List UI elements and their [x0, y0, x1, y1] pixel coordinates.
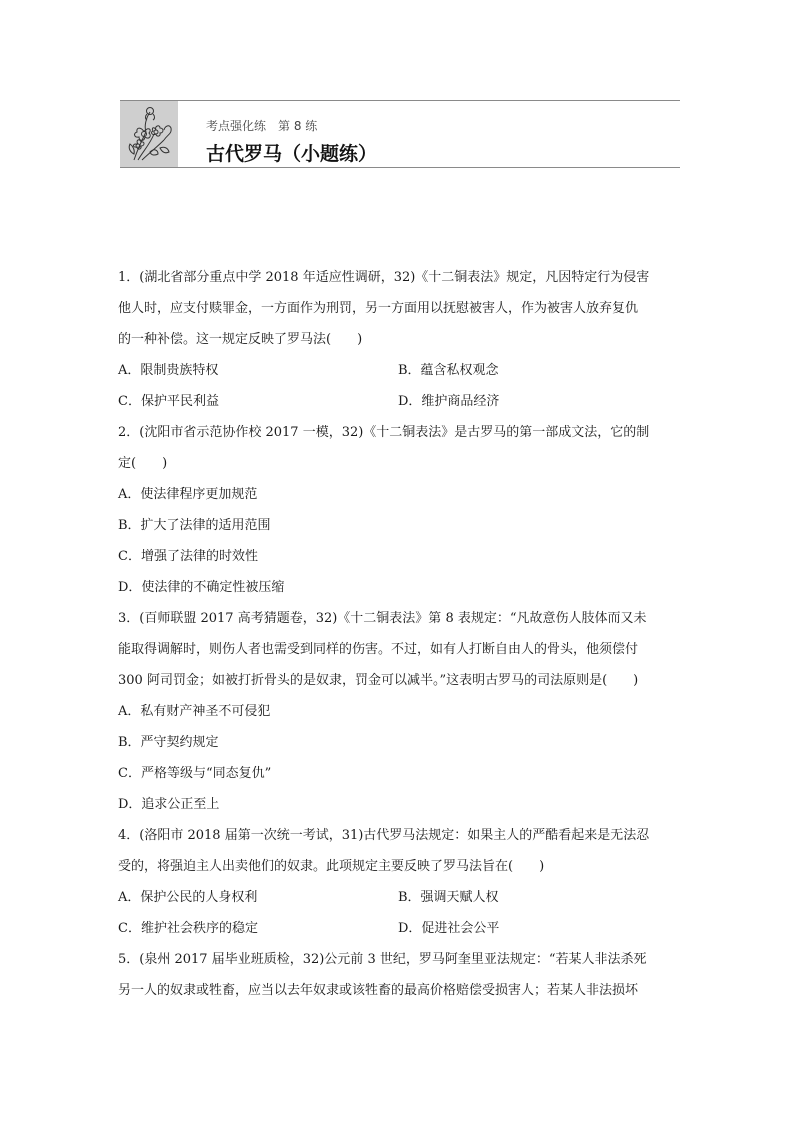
option-b[interactable]: B．强调天赋人权 [398, 890, 499, 905]
option-b[interactable]: B．严守契约规定 [118, 735, 219, 750]
option-d[interactable]: D．追求公正至上 [118, 797, 220, 812]
option-c[interactable]: C．保护平民利益 [118, 394, 219, 409]
option-c[interactable]: C．严格等级与“同态复仇” [118, 766, 272, 781]
option-a[interactable]: A．限制贵族特权 [118, 363, 219, 378]
option-c[interactable]: C．维护社会秩序的稳定 [118, 921, 258, 936]
question-text-line: 4．(洛阳市 2018 届第一次统一考试，31)古代罗马法规定：如果主人的严酷看起来是无法忍 [118, 828, 650, 843]
question-5 [118, 944, 678, 1006]
question-4 [118, 820, 678, 944]
option-d[interactable]: D．使法律的不确定性被压缩 [118, 580, 285, 595]
flower-logo [120, 101, 178, 167]
question-text-line: 他人时，应支付赎罪金，一方面作为刑罚，另一方面用以抚慰被害人，作为被害人放弃复仇 [118, 301, 639, 316]
option-a[interactable]: A．保护公民的人身权利 [118, 890, 258, 905]
question-text-line: 2．(沈阳市省示范协作校 2017 一模，32)《十二铜表法》是古罗马的第一部成文法，它的制 [118, 425, 650, 440]
question-list [118, 262, 678, 1006]
question-text-line: 另一人的奴隶或牲畜，应当以去年奴隶或该牲畜的最高价格赔偿受损害人；若某人非法损坏 [118, 983, 639, 998]
question-text-line: 受的，将强迫主人出卖他们的奴隶。此项规定主要反映了罗马法旨在( ) [118, 859, 545, 874]
question-text-line: 能取得调解时，则伤人者也需受到同样的伤害。不过，如有人打断自由人的骨头，他须偿付 [118, 642, 639, 657]
question-text-line: 300 阿司罚金；如被打折骨头的是奴隶，罚金可以减半。”这表明古罗马的司法原则是( ) [118, 673, 639, 688]
question-text-line: 的一种补偿。这一规定反映了罗马法( ) [118, 332, 363, 347]
question-2 [118, 417, 678, 603]
question-3 [118, 603, 678, 820]
question-text-line: 5．(泉州 2017 届毕业班质检，32)公元前 3 世纪，罗马阿奎里亚法规定：“若某人非法杀死 [118, 952, 647, 967]
option-a[interactable]: A．私有财产神圣不可侵犯 [118, 704, 271, 719]
page-header [120, 100, 680, 168]
option-d[interactable]: D．维护商品经济 [398, 394, 500, 409]
section-kicker: 考点强化练 第 8 练 [206, 119, 318, 133]
question-text-line: 定( ) [118, 456, 168, 471]
option-d[interactable]: D．促进社会公平 [398, 921, 500, 936]
page-title: 古代罗马（小题练） [206, 143, 378, 165]
option-a[interactable]: A．使法律程序更加规范 [118, 487, 258, 502]
question-text-line: 3．(百师联盟 2017 高考猜题卷，32)《十二铜表法》第 8 表规定：“凡故意伤人肢体而又未 [118, 611, 647, 626]
question-text-line: 1．(湖北省部分重点中学 2018 年适应性调研，32)《十二铜表法》规定，凡因特定行为侵害 [118, 270, 650, 285]
option-c[interactable]: C．增强了法律的时效性 [118, 549, 258, 564]
option-b[interactable]: B．扩大了法律的适用范围 [118, 518, 271, 533]
question-1 [118, 262, 678, 417]
option-b[interactable]: B．蕴含私权观念 [398, 363, 499, 378]
flower-icon [124, 104, 176, 164]
